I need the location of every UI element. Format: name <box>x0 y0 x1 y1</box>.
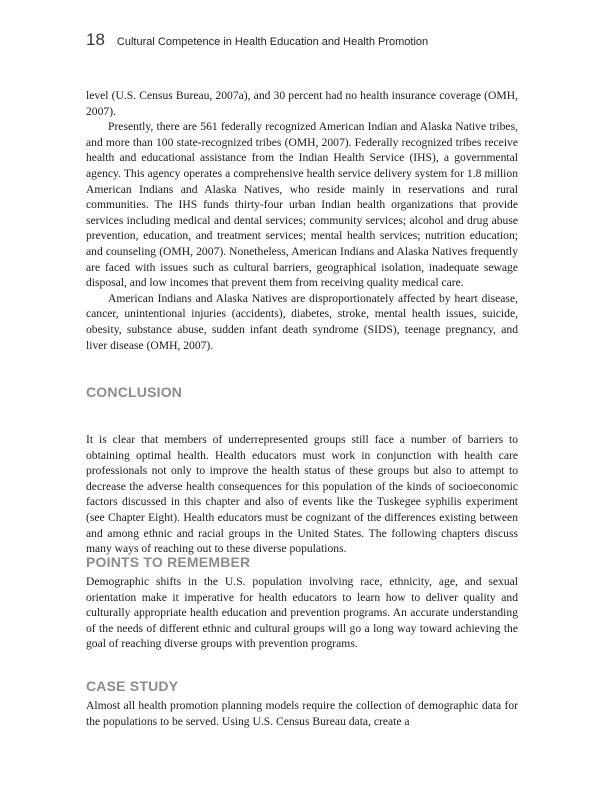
conclusion-text-block <box>86 432 518 557</box>
body-paragraph: Presently, there are 561 federally recognized American Indian and Alaska Native tribes, and more than 100 state-recognized tribes (OMH, 2007). Federally recognized tribes receive health and educational assistance from the Indian Health Service (IHS), a governmental agency. This agency operates a comprehensive health service delivery system for 1.8 million American Indians and Alaska Natives, who reside mainly in reservations and rural communities. The IHS funds thirty-four urban Indian health organizations that provide services including medical and dental services; community services; alcohol and drug abuse prevention, education, and treatment services; mental health services; nutrition education; and counseling (OMH, 2007). Nonetheless, American Indians and Alaska Natives frequently are faced with issues such as cultural barriers, geographical isolation, inadequate sewage disposal, and low incomes that prevent them from receiving quality medical care. <box>86 120 518 290</box>
page-number: 18 <box>86 30 105 49</box>
case-study-text-block <box>86 698 518 729</box>
conclusion-paragraph: It is clear that members of underrepresented groups still face a number of barriers to obtaining optimal health. Health educators must work in conjunction with health care professionals not only to improve the health status of these groups but also to attempt to decrease the adverse health consequences for this population of the kinds of socioeconomic factors discussed in this chapter and also of events like the Tuskegee syphilis experiment (see Chapter Eight). Health educators must be cognizant of the differences existing between and among ethnic and racial groups in the United States. The following chapters discuss many ways of reaching out to these diverse populations. <box>86 433 518 556</box>
running-head <box>86 30 526 54</box>
intro-text-block <box>86 88 518 353</box>
conclusion-heading: CONCLUSION <box>86 384 183 400</box>
body-paragraph: American Indians and Alaska Natives are disproportionately affected by heart disease, cancer, unintentional injuries (accidents), diabetes, stroke, mental health issues, suicide, obesity, substance abuse, sudden infant death syndrome (SIDS), teenage pregnancy, and liver disease (OMH, 2007). <box>86 291 518 352</box>
case-study-heading: CASE STUDY <box>86 678 179 694</box>
case-study-paragraph: Almost all health promotion planning models require the collection of demographic data for the populations to be served. Using U.S. Census Bureau data, create a <box>86 699 518 728</box>
points-to-remember-heading: POINTS TO REMEMBER <box>86 554 251 570</box>
running-title: Cultural Competence in Health Education and Health Promotion <box>116 36 429 48</box>
body-paragraph: level (U.S. Census Bureau, 2007a), and 30 percent had no health insurance coverage (OMH, 2007). <box>86 89 518 118</box>
points-paragraph: Demographic shifts in the U.S. population involving race, ethnicity, age, and sexual orientation make it imperative for health educators to learn how to deliver quality and culturally appropriate health education and prevention programs. An accurate understanding of the needs of different ethnic and cultural groups will go a long way toward achieving the goal of reaching diverse groups with prevention programs. <box>86 575 518 651</box>
points-text-block <box>86 574 518 652</box>
